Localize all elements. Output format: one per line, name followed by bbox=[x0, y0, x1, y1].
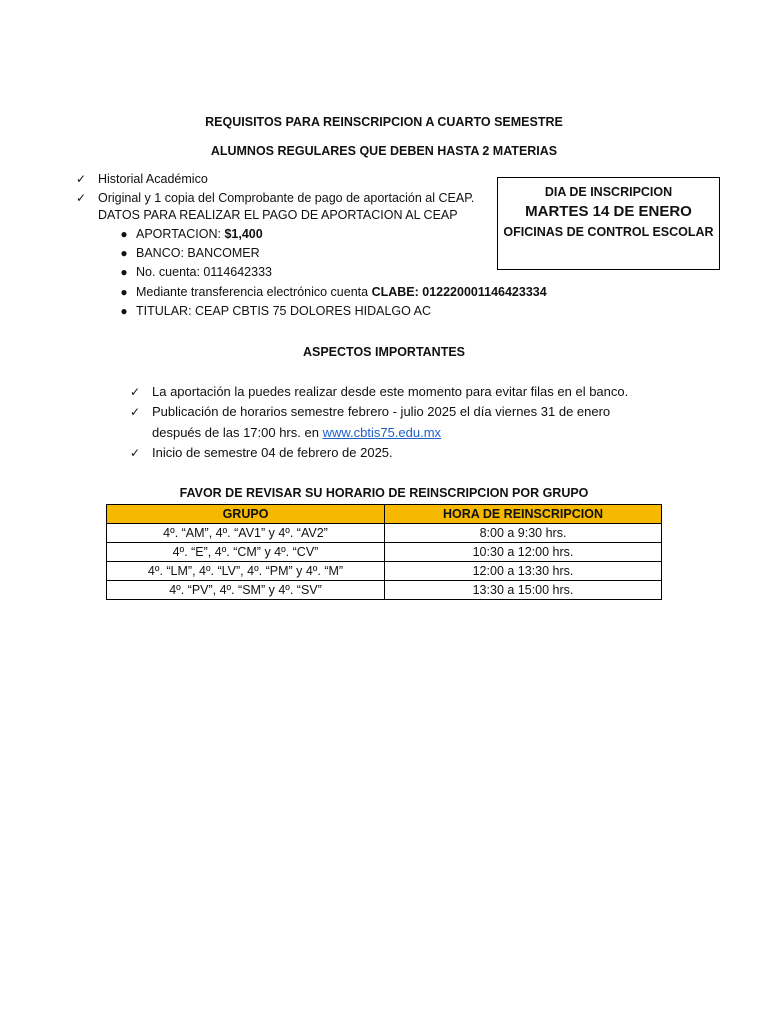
page-title: REQUISITOS PARA REINSCRIPCION A CUARTO SEMESTRE bbox=[205, 115, 563, 129]
table-row bbox=[107, 581, 662, 600]
hora-cell: 10:30 a 12:00 hrs. bbox=[385, 543, 662, 562]
aspect-item-1 bbox=[130, 382, 628, 402]
payment-data-heading: DATOS PARA REALIZAR EL PAGO DE APORTACION AL CEAP bbox=[98, 208, 458, 222]
requirement-item-2-text: Original y 1 copia del Comprobante de pago de aportación al CEAP. bbox=[98, 191, 475, 205]
hora-cell: 8:00 a 9:30 hrs. bbox=[385, 524, 662, 543]
payment-clabe bbox=[112, 283, 547, 302]
aspect-item-2 bbox=[130, 402, 610, 422]
banco-text: BANCO: BANCOMER bbox=[136, 246, 260, 260]
payment-banco bbox=[112, 244, 260, 263]
requirement-item-1-text: Historial Académico bbox=[98, 172, 208, 186]
table-row bbox=[107, 543, 662, 562]
aspects-heading: ASPECTOS IMPORTANTES bbox=[302, 345, 466, 359]
grupo-cell: 4º. “AM”, 4º. “AV1” y 4º. “AV2” bbox=[107, 524, 385, 543]
payment-titular bbox=[112, 302, 431, 321]
titular-text: TITULAR: CEAP CBTIS 75 DOLORES HIDALGO AC bbox=[136, 304, 431, 318]
aspect-item-2-continuation bbox=[152, 423, 441, 442]
aspect-item-2-text: Publicación de horarios semestre febrero - julio 2025 el día viernes 31 de enero bbox=[152, 404, 611, 419]
cuenta-text: No. cuenta: 0114642333 bbox=[136, 265, 272, 279]
checkmark-icon: ✓ bbox=[76, 172, 87, 186]
checkmark-icon: ✓ bbox=[130, 446, 141, 460]
website-link[interactable]: www.cbtis75.edu.mx bbox=[322, 425, 442, 440]
checkmark-icon: ✓ bbox=[130, 405, 141, 419]
page-subtitle: ALUMNOS REGULARES QUE DEBEN HASTA 2 MATERIAS bbox=[210, 144, 558, 158]
bullet-icon: ● bbox=[120, 265, 128, 279]
aportacion-value: $1,400 bbox=[224, 227, 263, 241]
inscription-date: MARTES 14 DE ENERO bbox=[525, 203, 692, 220]
bullet-icon: ● bbox=[120, 304, 128, 318]
inscription-location: OFICINAS DE CONTROL ESCOLAR bbox=[503, 225, 714, 239]
hora-cell: 12:00 a 13:30 hrs. bbox=[385, 562, 662, 581]
schedule-table bbox=[106, 504, 662, 600]
requirement-item-1 bbox=[76, 170, 208, 189]
inscription-box-label: DIA DE INSCRIPCION bbox=[544, 185, 673, 199]
payment-cuenta bbox=[112, 263, 272, 282]
checkmark-icon: ✓ bbox=[76, 191, 87, 205]
aspect-item-3 bbox=[130, 443, 393, 463]
column-header-hora: HORA DE REINSCRIPCION bbox=[385, 505, 662, 524]
hora-cell: 13:30 a 15:00 hrs. bbox=[385, 581, 662, 600]
column-header-grupo: GRUPO bbox=[107, 505, 385, 524]
table-header-row bbox=[107, 505, 662, 524]
inscription-date-box bbox=[497, 177, 720, 270]
aspect-item-2-line2: después de las 17:00 hrs. en bbox=[152, 425, 323, 440]
checkmark-icon: ✓ bbox=[130, 385, 141, 399]
aportacion-label: APORTACION: bbox=[136, 227, 225, 241]
clabe-value: CLABE: 012220001146423334 bbox=[371, 285, 547, 299]
clabe-label: Mediante transferencia electrónico cuenta bbox=[136, 285, 372, 299]
bullet-icon: ● bbox=[120, 227, 128, 241]
grupo-cell: 4º. “LM”, 4º. “LV”, 4º. “PM” y 4º. “M” bbox=[107, 562, 385, 581]
grupo-cell: 4º. “PV”, 4º. “SM” y 4º. “SV” bbox=[107, 581, 385, 600]
table-row bbox=[107, 524, 662, 543]
bullet-icon: ● bbox=[120, 285, 128, 299]
grupo-cell: 4º. “E”, 4º. “CM” y 4º. “CV” bbox=[107, 543, 385, 562]
payment-aportacion bbox=[112, 225, 263, 244]
aspect-item-1-text: La aportación la puedes realizar desde este momento para evitar filas en el banco. bbox=[152, 384, 629, 399]
table-row bbox=[107, 562, 662, 581]
bullet-icon: ● bbox=[120, 246, 128, 260]
aspect-item-3-text: Inicio de semestre 04 de febrero de 2025. bbox=[152, 445, 393, 460]
schedule-heading: FAVOR DE REVISAR SU HORARIO DE REINSCRIPCION POR GRUPO bbox=[179, 486, 589, 500]
